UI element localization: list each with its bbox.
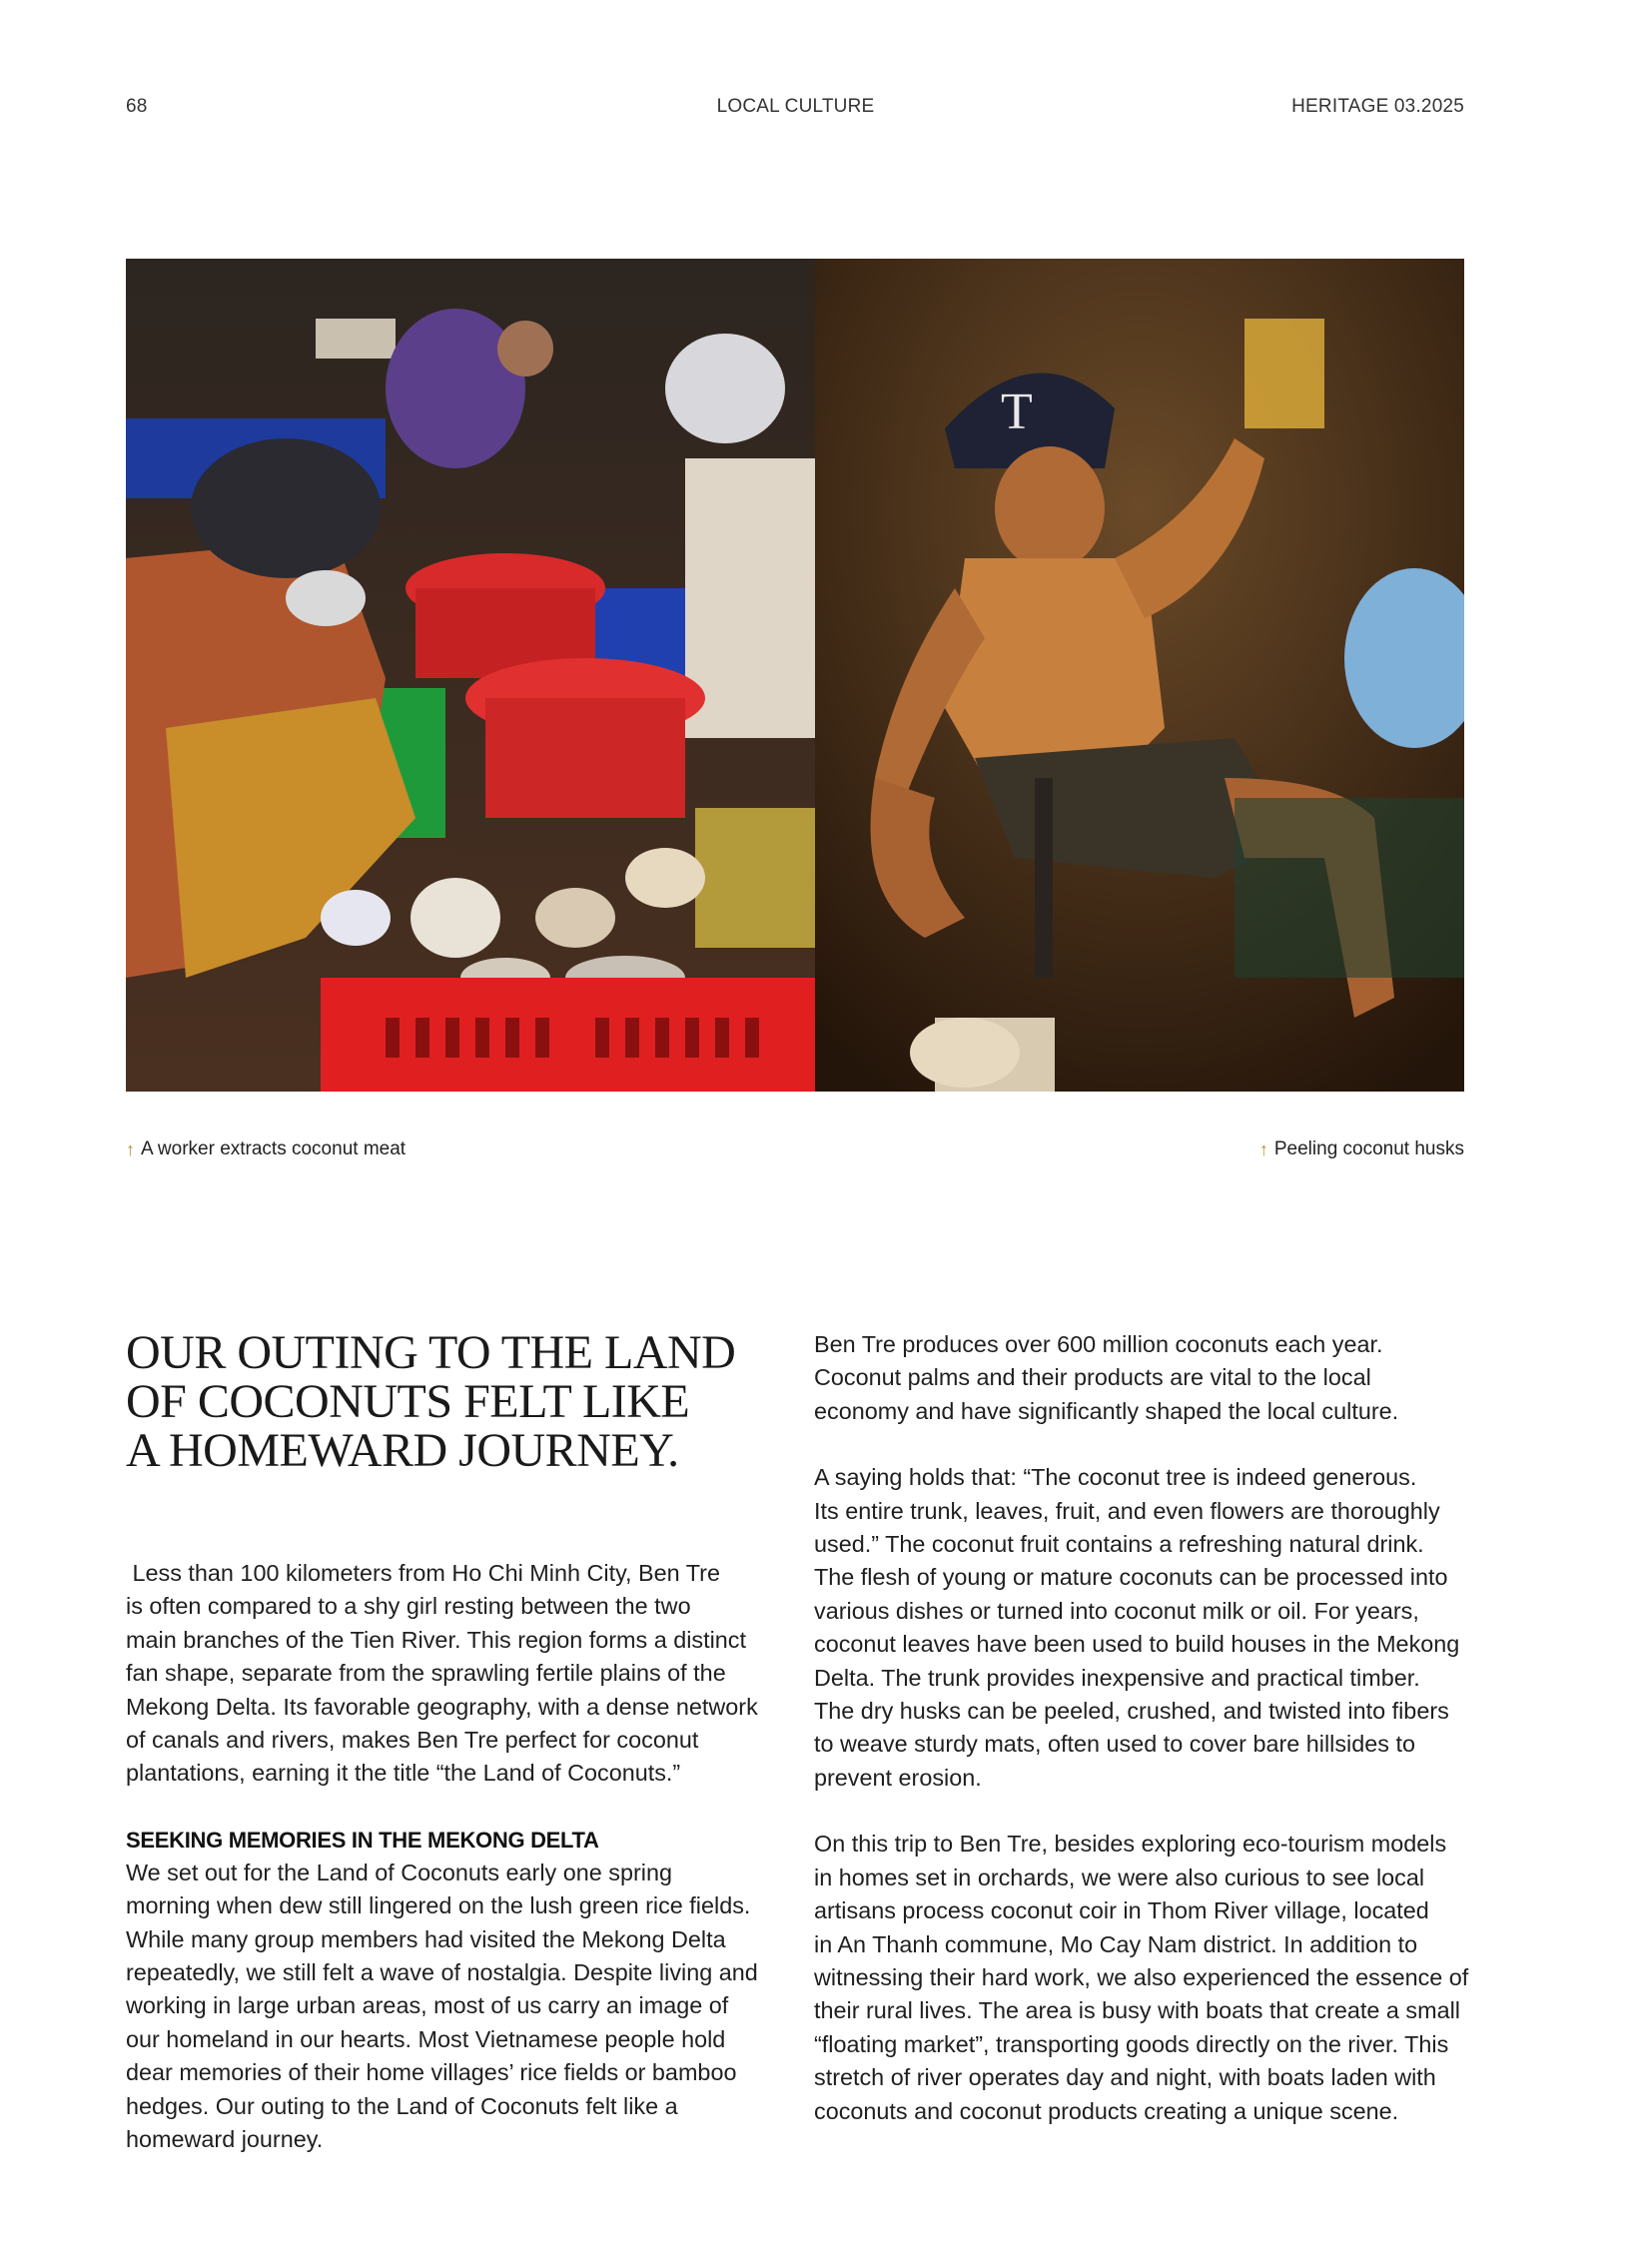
headline-line: OUR OUTING TO THE LAND: [126, 1326, 736, 1379]
section-subheading: SEEKING MEMORIES IN THE MEKONG DELTA: [126, 1827, 599, 1853]
headline-line: A HOMEWARD JOURNEY.: [126, 1424, 679, 1477]
article-headline: [126, 1328, 775, 1475]
photo-coconut-meat-workers: [126, 259, 815, 1092]
text-line: plantations, earning it the title “the Land of Coconuts.”: [126, 1760, 681, 1787]
text-line: coconut leaves have been used to build houses in the Mekong: [814, 1631, 1460, 1658]
text-line: various dishes or turned into coconut milk or oil. For years,: [814, 1597, 1419, 1624]
arrow-up-icon: ↑: [126, 1139, 135, 1159]
text-line: On this trip to Ben Tre, besides exploring eco-tourism models: [814, 1831, 1447, 1858]
paragraph-saying: [814, 1461, 1473, 1795]
text-line: in An Thanh commune, Mo Cay Nam district. In addition to: [814, 1930, 1418, 1957]
text-line: morning when dew still lingered on the lush green rice fields.: [126, 1892, 751, 1919]
text-line: “floating market”, transporting goods directly on the river. This: [814, 2030, 1449, 2057]
text-line: economy and have significantly shaped the local culture.: [814, 1397, 1399, 1424]
text-line: our homeland in our hearts. Most Vietnamese people hold: [126, 2025, 726, 2052]
text-line: of canals and rivers, makes Ben Tre perfect for coconut: [126, 1727, 699, 1754]
section-title: LOCAL CULTURE: [716, 96, 875, 117]
text-line: in homes set in orchards, we were also curious to see local: [814, 1864, 1425, 1890]
section-paragraph: [126, 1857, 775, 2157]
text-line: A saying holds that: “The coconut tree is indeed generous.: [814, 1464, 1417, 1491]
text-line: their rural lives. The area is busy with boats that create a small: [814, 1997, 1460, 2024]
caption-left-text: A worker extracts coconut meat: [141, 1138, 407, 1159]
text-line: working in large urban areas, most of us carry an image of: [126, 1992, 729, 2019]
text-line: Coconut palms and their products are vital to the local: [814, 1364, 1371, 1391]
photo-peeling-husks: [815, 259, 1464, 1092]
text-line: The dry husks can be peeled, crushed, and twisted into fibers: [814, 1698, 1449, 1725]
text-line: coconuts and coconut products creating a unique scene.: [814, 2097, 1399, 2124]
photo-spread: [126, 259, 1464, 1092]
text-line: Ben Tre produces over 600 million coconuts each year.: [814, 1331, 1383, 1357]
caption-left: [126, 1138, 406, 1160]
page-number: 68: [126, 96, 148, 117]
text-line: fan shape, separate from the sprawling fertile plains of the: [126, 1660, 726, 1687]
cap-letter: T: [1001, 383, 1033, 440]
text-line: main branches of the Tien River. This region forms a distinct: [126, 1626, 747, 1653]
text-line: prevent erosion.: [814, 1764, 982, 1791]
right-column: [814, 1328, 1473, 2128]
arrow-up-icon: ↑: [1258, 1139, 1268, 1159]
text-line: The flesh of young or mature coconuts can be processed into: [814, 1564, 1448, 1591]
text-line: hedges. Our outing to the Land of Coconuts felt like a: [126, 2092, 678, 2119]
text-line: is often compared to a shy girl resting between the two: [126, 1593, 691, 1620]
left-column: [126, 1328, 775, 2157]
text-line: to weave sturdy mats, often used to cover bare hillsides to: [814, 1731, 1415, 1758]
text-line: Mekong Delta. Its favorable geography, with a dense network: [126, 1693, 758, 1720]
text-line: witnessing their hard work, we also experienced the essence of: [814, 1963, 1469, 1990]
text-line: While many group members had visited the Mekong Delta: [126, 1925, 726, 1952]
headline-line: OF COCONUTS FELT LIKE: [126, 1375, 690, 1428]
caption-right: [1259, 1138, 1464, 1160]
issue-label: HERITAGE 03.2025: [1291, 96, 1464, 117]
text-line: repeatedly, we still felt a wave of nostalgia. Despite living and: [126, 1959, 758, 1986]
text-line: Its entire trunk, leaves, fruit, and even flowers are thoroughly: [814, 1497, 1440, 1524]
text-line: artisans process coconut coir in Thom River village, located: [814, 1897, 1429, 1924]
intro-paragraph: [126, 1557, 775, 1791]
text-line: homeward journey.: [126, 2126, 324, 2153]
text-line: Less than 100 kilometers from Ho Chi Minh City, Ben Tre: [126, 1560, 720, 1586]
text-line: We set out for the Land of Coconuts early one spring: [126, 1859, 672, 1885]
caption-right-text: Peeling coconut husks: [1273, 1138, 1464, 1159]
text-line: stretch of river operates day and night, with boats laden with: [814, 2064, 1436, 2091]
text-line: used.” The coconut fruit contains a refreshing natural drink.: [814, 1531, 1424, 1558]
paragraph-production: [814, 1328, 1473, 1428]
text-line: dear memories of their home villages’ rice fields or bamboo: [126, 2059, 737, 2086]
text-line: Delta. The trunk provides inexpensive and practical timber.: [814, 1664, 1420, 1691]
paragraph-trip: [814, 1828, 1473, 2128]
